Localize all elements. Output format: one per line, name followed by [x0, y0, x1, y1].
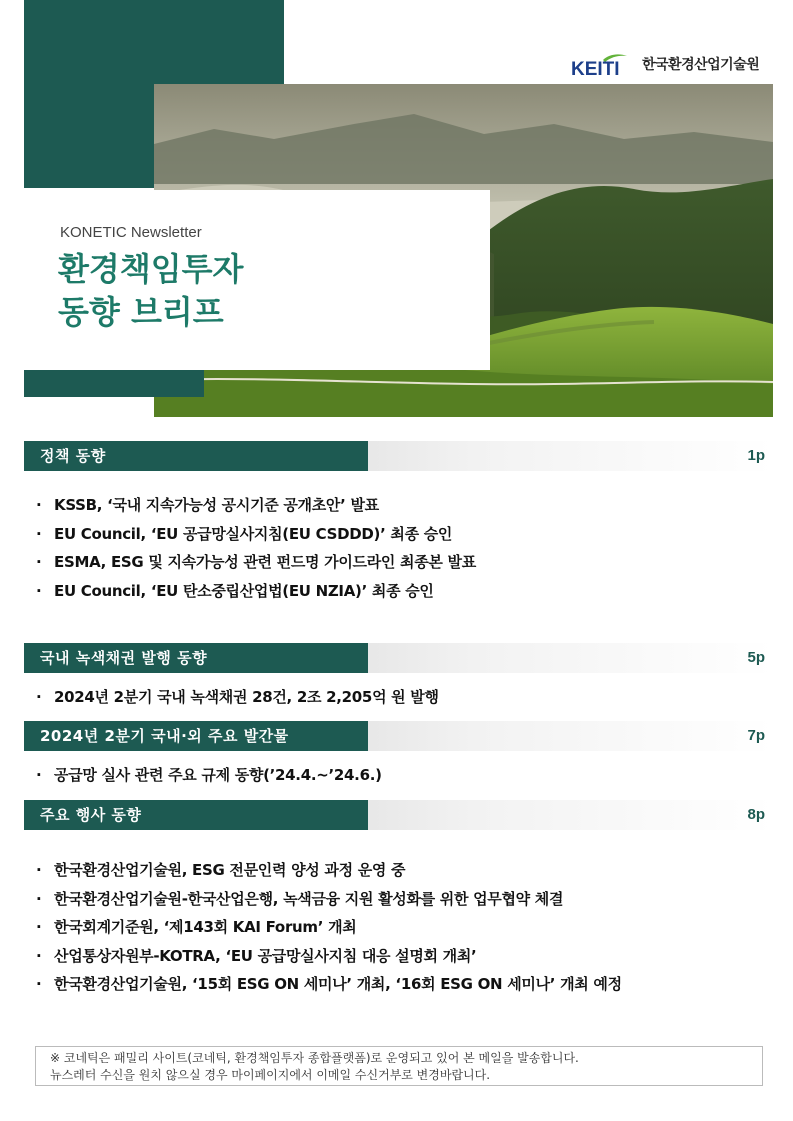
- list-item: · 한국환경산업기술원, ‘15회 ESG ON 세미나’ 개최, ‘16회 ESG ON 세미나’ 개최 예정: [36, 975, 622, 993]
- notice-line-1: ※ 코네틱은 패밀리 사이트(코네틱, 환경책임투자 종합플랫폼)로 운영되고 있어 본 메일을 발송합니다.: [50, 1051, 579, 1065]
- logo-brand-text: KEITI: [571, 59, 620, 76]
- org-name: 한국환경산업기술원: [642, 57, 760, 73]
- page-title: [58, 248, 243, 333]
- section-title: 2024년 2분기 국내·외 주요 발간물: [24, 721, 368, 751]
- section-page-number: 8p: [747, 806, 765, 823]
- policy-item-list: [36, 491, 476, 605]
- section-header-publications: [24, 721, 773, 751]
- list-item: · 공급망 실사 관련 주요 규제 동향(’24.4.~’24.6.): [36, 766, 382, 784]
- list-item: · 산업통상자원부-KOTRA, ‘EU 공급망실사지침 대응 설명회 개최’: [36, 946, 477, 965]
- list-item: · EU Council, ‘EU 공급망실사지침(EU CSDDD)’ 최종 승인: [36, 524, 453, 543]
- list-item: · KSSB, ‘국내 지속가능성 공시기준 공개초안’ 발표: [36, 496, 379, 514]
- list-item: · 한국환경산업기술원-한국산업은행, 녹색금융 지원 활성화를 위한 업무협약 체결: [36, 889, 564, 908]
- newsletter-label: KONETIC Newsletter: [60, 224, 202, 241]
- list-item: · EU Council, ‘EU 탄소중립산업법(EU NZIA)’ 최종 승인: [36, 581, 434, 600]
- publications-item-list: [36, 761, 382, 790]
- list-item: · ESMA, ESG 및 지속가능성 관련 펀드명 가이드라인 최종본 발표: [36, 553, 476, 571]
- keiti-logo-mark: [571, 52, 636, 76]
- section-title: 정책 동향: [24, 441, 368, 471]
- section-header-policy: [24, 441, 773, 471]
- section-title: 주요 행사 동향: [24, 800, 368, 830]
- cover-bottom-band: [24, 370, 204, 397]
- list-item: · 한국회계기준원, ‘제143회 KAI Forum’ 개최: [36, 918, 357, 936]
- green-bond-item-list: [36, 683, 439, 712]
- notice-line-2: 뉴스레터 수신을 원치 않으실 경우 마이페이지에서 이메일 수신거부로 변경바랍니다.: [50, 1068, 491, 1082]
- unsubscribe-notice: [35, 1046, 763, 1086]
- section-page-number: 1p: [747, 447, 765, 464]
- section-title: 국내 녹색채권 발행 동향: [24, 643, 368, 673]
- section-header-green-bond: [24, 643, 773, 673]
- title-line-1: 환경책임투자: [58, 250, 244, 288]
- section-page-number: 5p: [747, 649, 765, 666]
- list-item: · 2024년 2분기 국내 녹색채권 28건, 2조 2,205억 원 발행: [36, 688, 439, 706]
- list-item: · 한국환경산업기술원, ESG 전문인력 양성 과정 운영 중: [36, 861, 406, 879]
- section-header-events: [24, 800, 773, 830]
- events-item-list: [36, 856, 622, 999]
- section-page-number: 7p: [747, 727, 765, 744]
- title-line-2: 동향 브리프: [58, 292, 224, 331]
- keiti-logo: [571, 52, 759, 76]
